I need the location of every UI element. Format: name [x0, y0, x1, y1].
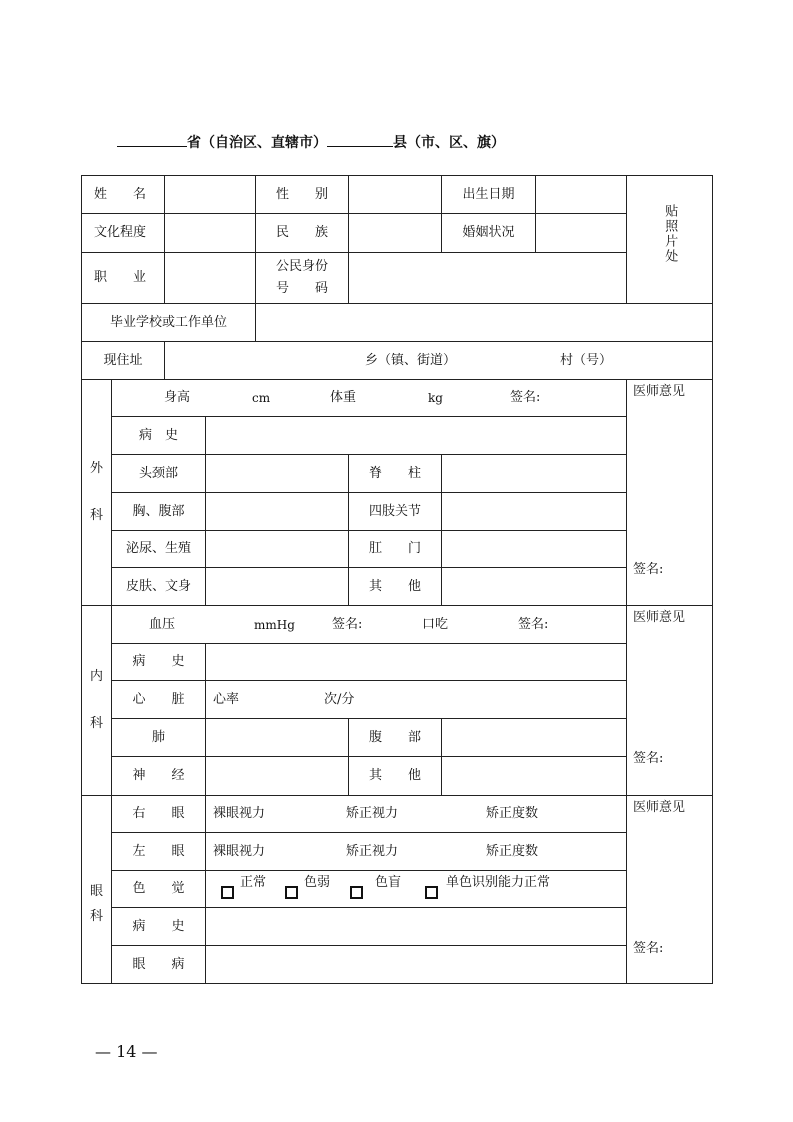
nerve-label: 神 经: [111, 756, 206, 796]
nerve-field[interactable]: [205, 756, 349, 796]
internal-other-field[interactable]: [441, 756, 627, 796]
skin-tattoo-field[interactable]: [205, 567, 349, 606]
internal-other-label: 其 他: [348, 756, 442, 796]
left-eye-label: 左 眼: [111, 832, 206, 871]
right-eye-field[interactable]: [205, 795, 627, 833]
height-label: 身高: [164, 390, 191, 406]
surgery-history-label: 病 史: [111, 416, 206, 455]
education-label: 文化程度: [81, 213, 165, 253]
left-correction-degree-label: 矫正度数: [486, 843, 539, 859]
internal-opinion-sign: 签名:: [633, 751, 664, 766]
chest-abdomen-label: 胸、腹部: [111, 492, 206, 531]
eye-opinion-field[interactable]: [626, 795, 713, 984]
surgery-history-field[interactable]: [205, 416, 627, 455]
mono-checkbox[interactable]: [425, 886, 438, 899]
page-number: — 14 —: [95, 1042, 158, 1061]
weak-checkbox[interactable]: [285, 886, 298, 899]
head-neck-field[interactable]: [205, 454, 349, 493]
occupation-field[interactable]: [164, 252, 256, 304]
abdomen-label: 腹 部: [348, 718, 442, 757]
surgery-sign-label: 签名:: [510, 390, 541, 406]
photo-area[interactable]: [626, 175, 713, 304]
region-header: [117, 132, 505, 152]
heart-field[interactable]: [205, 680, 627, 719]
marital-field[interactable]: [535, 213, 627, 253]
urogenital-label: 泌尿、生殖: [111, 530, 206, 568]
urogenital-field[interactable]: [205, 530, 349, 568]
province-label: 省（自治区、直辖市）: [187, 135, 327, 151]
id-label-line1: 公民身份: [276, 258, 329, 274]
county-label: 县（市、区、旗）: [393, 135, 505, 151]
school-field[interactable]: [255, 303, 713, 342]
eye-section-label: 眼科: [81, 795, 112, 984]
blind-checkbox[interactable]: [350, 886, 363, 899]
limbs-joints-label: 四肢关节: [348, 492, 442, 531]
birth-label: 出生日期: [441, 175, 536, 214]
birth-field[interactable]: [535, 175, 627, 214]
internal-opinion-field[interactable]: [626, 605, 713, 796]
left-naked-vision-label: 裸眼视力: [213, 843, 266, 859]
eye-history-label: 病 史: [111, 907, 206, 946]
county-blank[interactable]: [327, 132, 393, 147]
limbs-joints-field[interactable]: [441, 492, 627, 531]
surgery-measure-row: [111, 379, 627, 417]
village-label: 村（号）: [560, 352, 613, 368]
internal-opinion-label: 医师意见: [633, 610, 686, 625]
address-field[interactable]: [164, 341, 713, 380]
photo-label: 贴照片处: [662, 204, 678, 264]
normal-option-label: 正常: [240, 875, 267, 890]
id-number-field[interactable]: [348, 252, 627, 304]
eye-history-field[interactable]: [205, 907, 627, 946]
abdomen-field[interactable]: [441, 718, 627, 757]
weak-option-label: 色弱: [304, 875, 331, 890]
stutter-label: 口吃: [422, 616, 449, 632]
mono-option-label: 单色识别能力正常: [446, 875, 551, 890]
bp-sign-label: 签名:: [332, 616, 363, 632]
surgery-opinion-label: 医师意见: [633, 384, 686, 399]
heart-label: 心 脏: [111, 680, 206, 719]
weight-label: 体重: [330, 390, 357, 406]
ethnicity-field[interactable]: [348, 213, 442, 253]
surgery-section-label: 外科: [81, 379, 112, 606]
eye-opinion-sign: 签名:: [633, 941, 664, 956]
right-corrected-vision-label: 矫正视力: [346, 806, 399, 822]
name-field[interactable]: [164, 175, 256, 214]
lung-label: 肺: [111, 718, 206, 757]
internal-history-field[interactable]: [205, 643, 627, 681]
color-vision-label: 色 觉: [111, 870, 206, 908]
internal-section-label: 内科: [81, 605, 112, 796]
normal-checkbox[interactable]: [221, 886, 234, 899]
anus-field[interactable]: [441, 530, 627, 568]
anus-label: 肛 门: [348, 530, 442, 568]
spine-field[interactable]: [441, 454, 627, 493]
right-eye-label: 右 眼: [111, 795, 206, 833]
gender-field[interactable]: [348, 175, 442, 214]
internal-measure-row: [111, 605, 627, 644]
gender-label: 性 别: [255, 175, 349, 214]
bp-label: 血压: [149, 616, 176, 632]
blind-option-label: 色盲: [375, 875, 402, 890]
lung-field[interactable]: [205, 718, 349, 757]
id-label-line2: 号 码: [276, 281, 329, 296]
ethnicity-label: 民 族: [255, 213, 349, 253]
per-min-unit: 次/分: [324, 691, 355, 707]
eye-disease-field[interactable]: [205, 945, 627, 984]
name-label: 姓 名: [81, 175, 165, 214]
head-neck-label: 头颈部: [111, 454, 206, 493]
occupation-label: 职 业: [81, 252, 165, 304]
right-correction-degree-label: 矫正度数: [486, 806, 539, 822]
cm-unit: cm: [252, 391, 271, 405]
township-label: 乡（镇、街道）: [365, 352, 457, 368]
surgery-other-field[interactable]: [441, 567, 627, 606]
left-corrected-vision-label: 矫正视力: [346, 843, 399, 859]
stutter-sign-label: 签名:: [518, 616, 549, 632]
marital-label: 婚姻状况: [441, 213, 536, 253]
address-label: 现住址: [81, 341, 165, 380]
color-vision-field: [205, 870, 627, 908]
school-label: 毕业学校或工作单位: [81, 303, 256, 342]
internal-history-label: 病 史: [111, 643, 206, 681]
kg-unit: kg: [428, 391, 443, 405]
spine-label: 脊 柱: [348, 454, 442, 493]
surgery-opinion-sign: 签名:: [633, 562, 664, 577]
province-blank[interactable]: [117, 132, 187, 147]
eye-disease-label: 眼 病: [111, 945, 206, 984]
left-eye-field[interactable]: [205, 832, 627, 871]
right-naked-vision-label: 裸眼视力: [213, 806, 266, 822]
chest-abdomen-field[interactable]: [205, 492, 349, 531]
skin-tattoo-label: 皮肤、文身: [111, 567, 206, 606]
education-field[interactable]: [164, 213, 256, 253]
surgery-opinion-field[interactable]: [626, 379, 713, 606]
surgery-other-label: 其 他: [348, 567, 442, 606]
eye-opinion-label: 医师意见: [633, 800, 686, 815]
id-number-label: [255, 252, 349, 304]
mmhg-unit: mmHg: [254, 617, 295, 632]
heart-rate-label: 心率: [213, 691, 240, 707]
